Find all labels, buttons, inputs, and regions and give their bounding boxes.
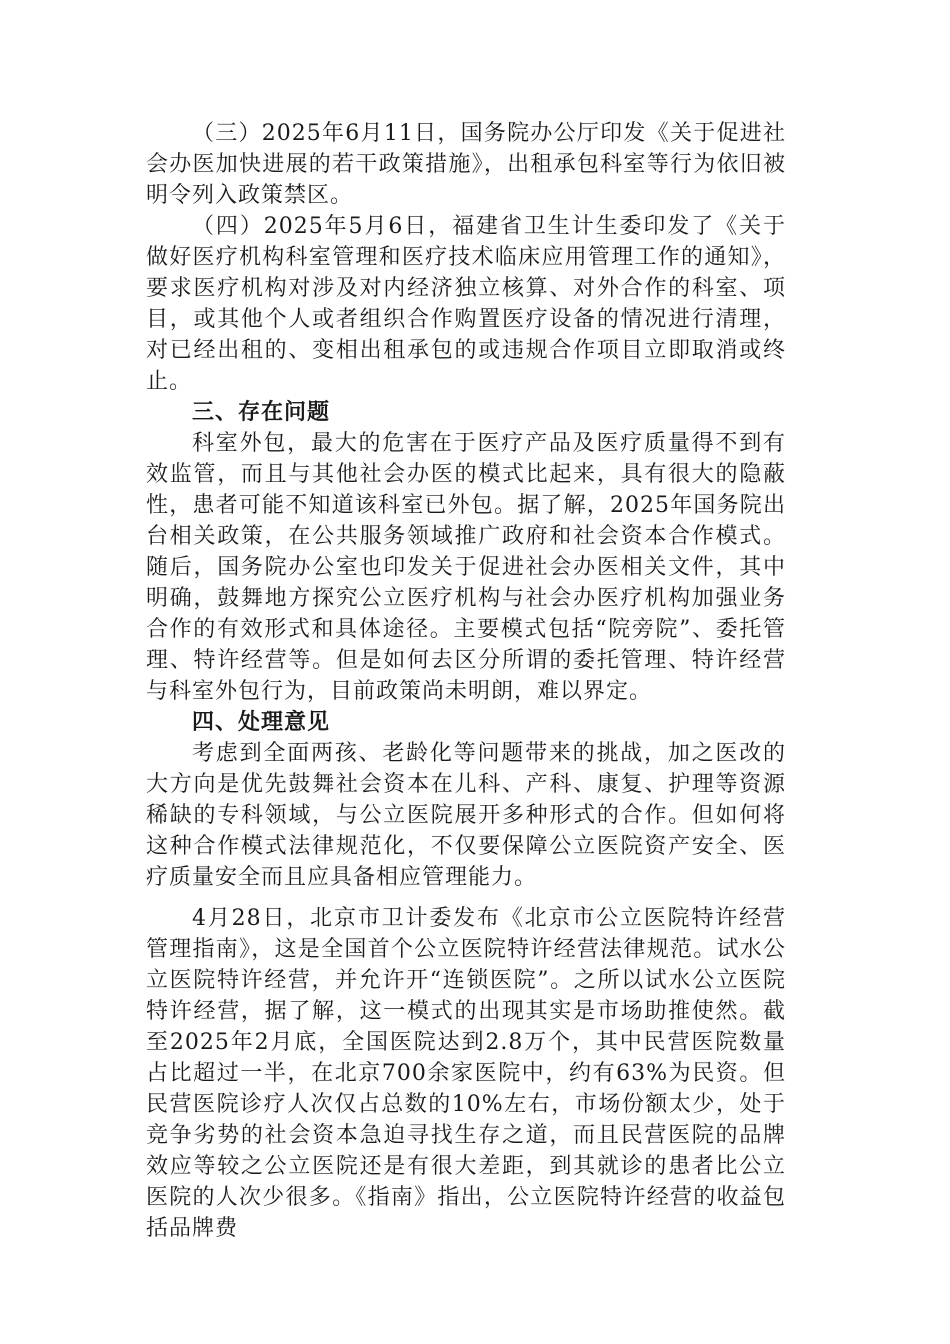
paragraph-section-three-policy: （三）2025年6月11日，国务院办公厅印发《关于促进社会办医加快进展的若干政策措施》，出租承包科室等行为依旧被明令列入政策禁区。 — [146, 121, 786, 208]
paragraph-beijing-guide: 4月28日，北京市卫计委发布《北京市公立医院特许经营管理指南》，这是全国首个公立医院特许经营法律规范。试水公立医院特许经营，并允许开“连锁医院”。之所以试水公立医院特许经营，据了解，这一模式的出现其实是市场助推使然。截至2025年2月底，全国医院达到2.8万个，其中民营医院数量占比超过一半，在北京700余家医院中，约有63%为民资。但民营医院诊疗人次仅占总数的10%左右，市场份额太少，处于竞争劣势的社会资本急迫寻找生存之道，而且民营医院的品牌效应等较之公立医院还是有很大差距，到其就诊的患者比公立医院的人次少很多。《指南》指出，公立医院特许经营的收益包括品牌费 — [146, 906, 786, 1241]
heading-handling-opinions: 四、处理意见 — [192, 709, 331, 735]
heading-existing-problems: 三、存在问题 — [192, 399, 331, 425]
paragraph-opinions-body: 考虑到全面两孩、老龄化等问题带来的挑战，加之医改的大方向是优先鼓舞社会资本在儿科、产科、康复、护理等资源稀缺的专科领域，与公立医院展开多种形式的合作。但如何将这种合作模式法律规范化，不仅要保障公立医院资产安全、医疗质量安全而且应具备相应管理能力。 — [146, 741, 786, 890]
paragraph-problems-body: 科室外包，最大的危害在于医疗产品及医疗质量得不到有效监管，而且与其他社会办医的模式比起来，具有很大的隐蔽性，患者可能不知道该科室已外包。据了解，2025年国务院出台相关政策，在公共服务领域推广政府和社会资本合作模式。随后，国务院办公室也印发关于促进社会办医相关文件，其中明确，鼓舞地方探究公立医疗机构与社会办医疗机构加强业务合作的有效形式和具体途径。主要模式包括“院旁院”、委托管理、特许经营等。但是如何去区分所谓的委托管理、特许经营与科室外包行为，目前政策尚未明朗，难以界定。 — [146, 431, 786, 704]
document-body — [146, 118, 786, 1244]
paragraph-section-four-fujian: （四）2025年5月6日，福建省卫生计生委印发了《关于做好医疗机构科室管理和医疗技术临床应用管理工作的通知》，要求医疗机构对涉及对内经济独立核算、对外合作的科室、项目，或其他个人或者组织合作购置医疗设备的情况进行清理，对已经出租的、变相出租承包的或违规合作项目立即取消或终止。 — [146, 214, 786, 394]
